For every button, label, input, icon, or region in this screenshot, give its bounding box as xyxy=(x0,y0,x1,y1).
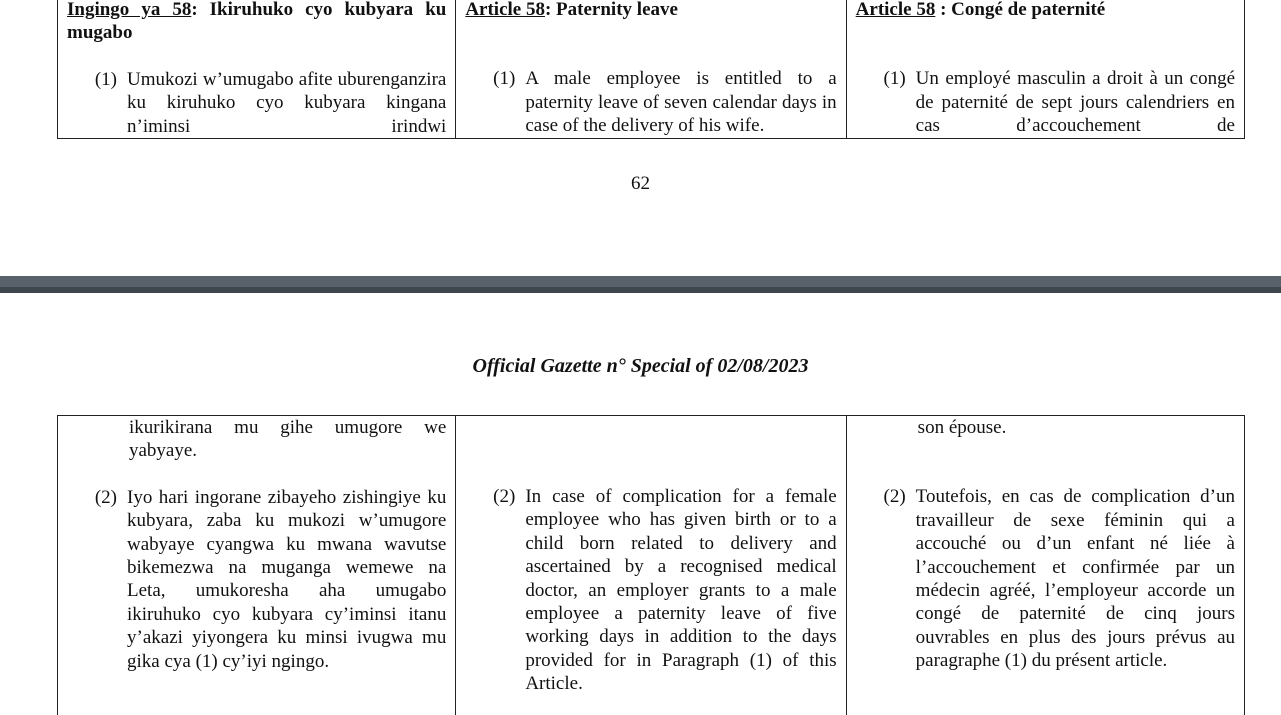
article-heading-fr xyxy=(856,0,1235,21)
column-french xyxy=(846,0,1244,138)
paragraph-text: Umukozi w’umugabo afite uburenganzira ku kiruhuko cyo kubyara kingana n’iminsi irindwi xyxy=(127,68,447,137)
column-kinyarwanda xyxy=(58,416,455,715)
paragraph-text: Iyo hari ingorane zibayeho zishingiye ku kubyara, zaba ku mukozi w’umugore wabyaye cyangwa ku mwana wavutse bikemezwa na muganga wemewe na Leta, umukoresha aha umugabo ikiruhuko cyo kubyara cy’iminsi itanu y’akazi yiyongera ku minsi ivugwa mu gika cya (1) cy’iyi ngingo. xyxy=(127,486,447,672)
paragraph-text: In case of complication for a female employee who has given birth or to a child born related to delivery and ascertained by a recognised medical doctor, an employer grants to a male employee a paternity leave of five working days in addition to the days provided for in Paragraph (1) of this Article. xyxy=(525,486,837,695)
paragraph-number: (1) xyxy=(493,68,516,90)
paragraph-number: (2) xyxy=(883,486,906,508)
paragraph-2-rw xyxy=(67,486,446,673)
paragraph-number: (1) xyxy=(94,68,117,90)
paragraph-text: Toutefois, en cas de complication d’un travailleur de sexe féminin qui a accouché ou d’un enfant né liée à l’accouchement et confirmée par un médecin agréé, l’employeur accorde un congé de paternité de cinq jours ouvrables en plus des jours prévus au paragraphe (1) du présent article. xyxy=(915,486,1235,672)
article-number-fr: Article 58 xyxy=(855,0,936,20)
paragraph-continuation-fr: son épouse. xyxy=(917,417,1007,438)
paragraph-text: Un employé masculin a droit à un congé de paternité de sept jours calendriers en cas d’accouchement de xyxy=(915,68,1235,137)
paragraph-1-rw xyxy=(67,68,446,138)
trilingual-table-bottom xyxy=(57,415,1245,715)
column-english xyxy=(455,0,845,138)
column-english xyxy=(455,416,845,715)
document-page-top xyxy=(0,0,1281,276)
paragraph-2-en xyxy=(465,485,836,696)
paragraph-1-fr xyxy=(856,67,1235,137)
document-page-bottom xyxy=(0,293,1281,711)
article-heading-rw xyxy=(67,0,446,45)
article-number-rw: Ingingo ya 58 xyxy=(67,0,192,20)
article-title-en: : Paternity leave xyxy=(544,0,678,20)
article-title-fr: : Congé de paternité xyxy=(935,0,1106,20)
paragraph-number: (2) xyxy=(493,486,516,507)
trilingual-table-top xyxy=(57,0,1245,139)
paragraph-text: A male employee is entitled to a paternity leave of seven calendar days in case of the delivery of his wife. xyxy=(525,68,837,137)
column-french xyxy=(846,416,1244,715)
gazette-header: Official Gazette n° Special of 02/08/2023 xyxy=(472,355,809,377)
article-number-en: Article 58 xyxy=(465,0,545,20)
page-number: 62 xyxy=(631,173,650,194)
paragraph-continuation-rw: ikurikirana mu gihe umugore we yabyaye. xyxy=(129,417,447,462)
page-separator xyxy=(0,276,1281,293)
paragraph-1-en xyxy=(465,67,836,137)
column-kinyarwanda xyxy=(58,0,455,138)
paragraph-2-fr xyxy=(856,485,1235,672)
article-title-rw: : Ikiruhuko cyo kubyara ku mugabo xyxy=(67,0,447,44)
paragraph-number: (2) xyxy=(94,486,117,508)
paragraph-number: (1) xyxy=(883,68,906,90)
article-heading-en xyxy=(465,0,836,21)
